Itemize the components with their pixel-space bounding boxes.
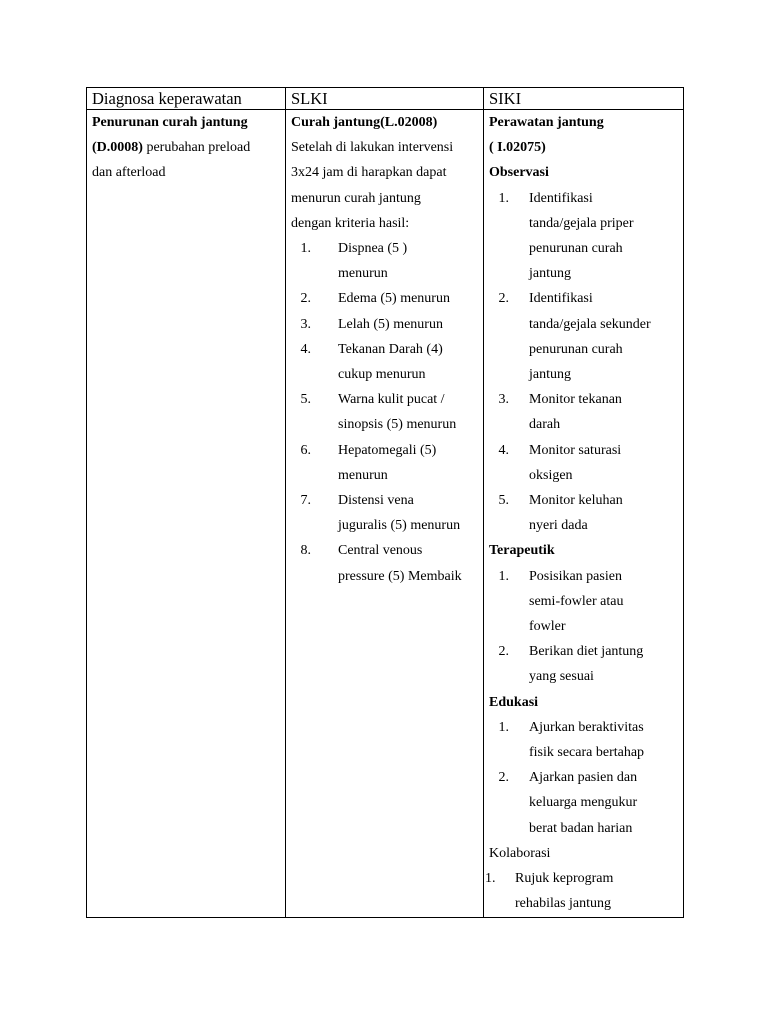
slki-criteria-item-number: 8. [300,543,311,559]
observasi-item-line: Identifikasi [529,190,593,206]
observasi-heading: Observasi [489,165,549,181]
diagnosa-text-1: perubahan preload [142,140,251,156]
slki-criteria-item-number: 5. [300,392,311,408]
slki-criteria-item-number: 4. [300,341,311,357]
edukasi-item-line: berat badan harian [529,820,633,836]
table-header-row [87,88,684,110]
slki-criteria-item [291,438,478,488]
observasi-item-line: Monitor keluhan [529,493,623,509]
observasi-item-number: 2. [498,291,509,307]
diagnosa-text-2: dan afterload [92,165,166,181]
observasi-item-line: tanda/gejala priper [529,215,634,231]
observasi-item-line: jantung [529,266,571,282]
kolaborasi-item-number: 1. [485,871,496,887]
observasi-item-line: nyeri dada [529,518,588,534]
table-row [87,110,684,918]
slki-criteria-item [291,538,478,588]
edukasi-item-line: Ajarkan pasien dan [529,770,638,786]
header-diagnosa: Diagnosa keperawatan [87,88,286,110]
terapeutik-item-number: 1. [498,568,509,584]
edukasi-item-line: Ajurkan beraktivitas [529,719,644,735]
slki-criteria-item [291,337,478,387]
slki-criteria-item-line: Tekanan Darah (4) [338,341,443,357]
slki-intro-line: dengan kriteria hasil: [291,215,410,231]
slki-criteria-item-line: menurun [338,266,388,282]
slki-criteria-item-number: 3. [300,316,311,332]
slki-criteria-item-line: Hepatomegali (5) [338,442,437,458]
observasi-item-line: darah [529,417,561,433]
slki-criteria-item-number: 1. [300,241,311,257]
slki-criteria-item-line: pressure (5) Membaik [338,568,462,584]
edukasi-item-line: keluarga mengukur [529,795,638,811]
terapeutik-item-line: Posisikan pasien [529,568,622,584]
observasi-item [489,438,678,488]
siki-sections [489,160,678,840]
slki-criteria-item-line: sinopsis (5) menurun [338,417,457,433]
slki-criteria-item-number: 2. [300,291,311,307]
slki-criteria-list [291,236,478,589]
terapeutik-heading: Terapeutik [489,543,555,559]
terapeutik-item [489,564,678,640]
siki-title-2: ( I.02075) [489,140,546,156]
slki-criteria-item [291,286,478,311]
kolaborasi-heading: Kolaborasi [489,845,551,861]
kolaborasi-list [485,866,678,916]
observasi-item-line: Monitor saturasi [529,442,622,458]
edukasi-item [489,715,678,765]
slki-cell [286,110,484,918]
observasi-item-line: Monitor tekanan [529,392,622,408]
diagnosa-cell [87,110,286,918]
observasi-item-number: 5. [498,493,509,509]
edukasi-item-line: fisik secara bertahap [529,745,645,761]
observasi-item [489,488,678,538]
observasi-item [489,186,678,287]
slki-criteria-item-line: Distensi vena [338,493,414,509]
edukasi-item [489,765,678,841]
edukasi-heading: Edukasi [489,694,539,710]
slki-criteria-item-line: cukup menurun [338,367,426,383]
observasi-item-number: 4. [498,442,509,458]
edukasi-item-number: 1. [498,719,509,735]
observasi-item-number: 1. [498,190,509,206]
terapeutik-list [489,564,678,690]
observasi-item [489,387,678,437]
terapeutik-item-line: yang sesuai [529,669,594,685]
terapeutik-item-number: 2. [498,644,509,660]
siki-cell [484,110,684,918]
header-siki: SIKI [484,88,684,110]
slki-criteria-item-line: Edema (5) menurun [338,291,450,307]
slki-intro [291,135,478,236]
kolaborasi-item [485,866,678,916]
slki-intro-line: Setelah di lakukan intervensi [291,140,454,156]
observasi-item [489,286,678,387]
nursing-care-plan-table [86,87,684,918]
edukasi-item-number: 2. [498,770,509,786]
observasi-item-line: Identifikasi [529,291,593,307]
slki-intro-line: menurun curah jantung [291,190,421,206]
terapeutik-item-line: fowler [529,619,566,635]
observasi-item-line: tanda/gejala sekunder [529,316,651,332]
diagnosa-title: Penurunan curah jantung [92,115,248,130]
observasi-list [489,186,678,539]
slki-criteria-item [291,387,478,437]
slki-criteria-item-line: Central venous [338,543,423,559]
slki-criteria-item-line: Lelah (5) menurun [338,316,443,332]
observasi-item-number: 3. [498,392,509,408]
header-slki: SLKI [286,88,484,110]
edukasi-list [489,715,678,841]
slki-criteria-item-line: menurun [338,467,388,483]
slki-criteria-item-number: 7. [300,493,311,509]
observasi-item-line: jantung [529,367,571,383]
observasi-item-line: penurunan curah [529,341,623,357]
terapeutik-item-line: Berikan diet jantung [529,644,644,660]
siki-title-1: Perawatan jantung [489,115,604,130]
slki-intro-line: 3x24 jam di harapkan dapat [291,165,447,181]
terapeutik-item [489,639,678,689]
slki-criteria-item-line: juguralis (5) menurun [338,518,461,534]
slki-criteria-item [291,236,478,286]
observasi-item-line: penurunan curah [529,241,623,257]
slki-criteria-item-number: 6. [300,442,311,458]
observasi-item-line: oksigen [529,467,573,483]
slki-criteria-item [291,488,478,538]
slki-criteria-item [291,312,478,337]
kolaborasi-item-line: rehabilas jantung [515,896,612,912]
terapeutik-item-line: semi-fowler atau [529,593,624,609]
slki-title: Curah jantung(L.02008) [291,115,438,130]
slki-criteria-item-line: Dispnea (5 ) [338,241,408,257]
diagnosa-code: (D.0008) [92,140,143,156]
slki-criteria-item-line: Warna kulit pucat / [338,392,445,408]
kolaborasi-item-line: Rujuk keprogram [515,871,614,887]
